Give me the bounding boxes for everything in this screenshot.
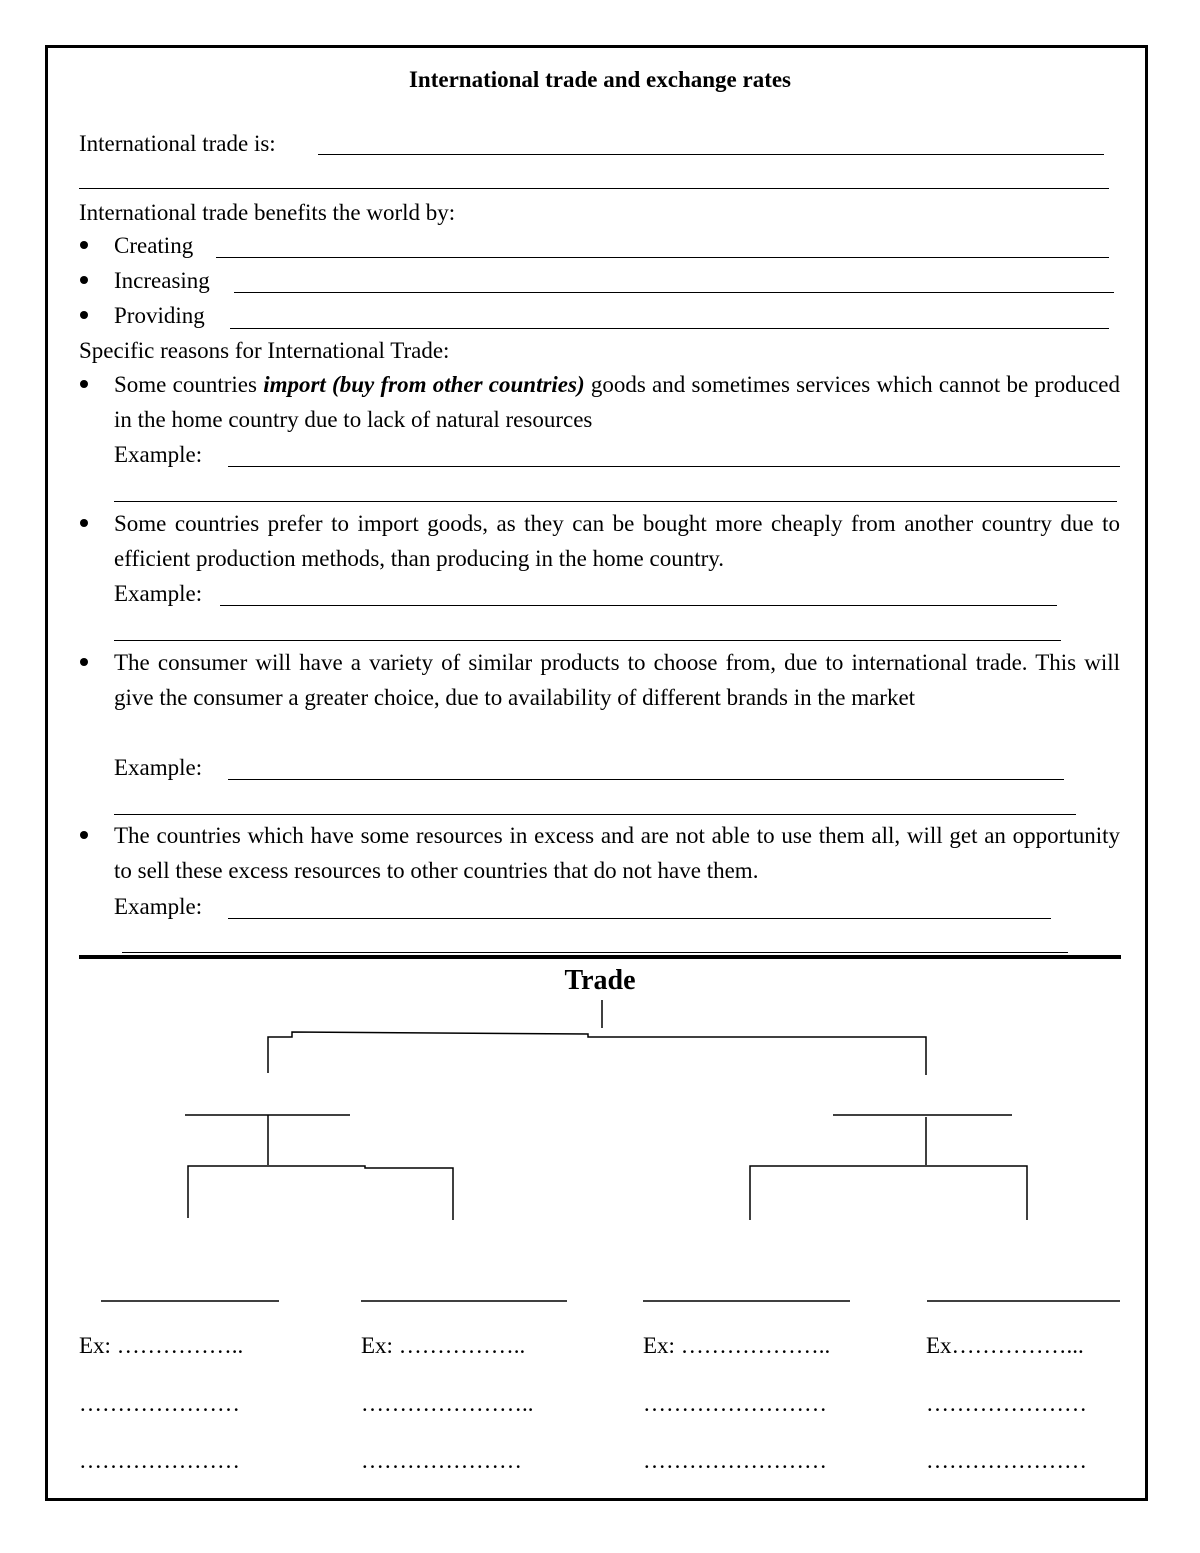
page-title: International trade and exchange rates [408,67,792,92]
reason-1-emphasis: import (buy from other countries) [263,372,585,397]
leaf-2-line-3: ………………… [361,1448,522,1473]
leaf-3-line-2: …………………… [643,1391,827,1416]
reason-3-example-label: Example: [114,755,203,780]
left-branch-connector [188,1166,453,1220]
benefits-intro: International trade benefits the world by: [79,200,456,225]
reason-1-example-label: Example: [114,442,203,467]
leaf-2-line-2: ………………….. [361,1391,534,1416]
leaf-1-line-2: ………………… [79,1391,240,1416]
reason-1-post: goods and sometimes services which cannot be produced in the home country due to lack of natural resources [114,372,1120,432]
diagram-root-label: Trade [564,965,636,996]
leaf-3-example: Ex: ……………….. [643,1333,831,1358]
benefit-label-creating: Creating [114,233,194,258]
reason-4-example-label: Example: [114,894,203,919]
leaf-1-example: Ex: …………….. [79,1333,244,1358]
reason-2-text: Some countries prefer to import goods, as they can be bought more cheaply from another country due to efficient production methods, than producing in the home country. [114,511,1120,571]
leaf-4-line-2: ………………… [926,1391,1087,1416]
reason-2-example-label: Example: [114,581,203,606]
leaf-4-line-3: ………………… [926,1448,1087,1473]
root-branch-connector [268,1032,926,1075]
leaf-4-example: Ex……………... [926,1333,1084,1358]
reason-4-text: The countries which have some resources in excess and are not able to use them all, will get an opportunity to sell these excess resources to other countries that do not have them. [114,823,1120,883]
leaf-1-line-3: ………………… [79,1448,240,1473]
reason-3-text: The consumer will have a variety of similar products to choose from, due to international trade. This will give the consumer a greater choice, due to availability of different brands in the market [114,650,1120,710]
benefit-label-providing: Providing [114,303,205,328]
leaf-3-line-3: …………………… [643,1448,827,1473]
reasons-intro: Specific reasons for International Trade: [79,338,450,363]
right-branch-connector [750,1166,1027,1220]
benefit-label-increasing: Increasing [114,268,210,293]
definition-label: International trade is: [79,131,276,156]
leaf-2-example: Ex: …………….. [361,1333,526,1358]
reason-1-pre: Some countries [114,372,264,397]
